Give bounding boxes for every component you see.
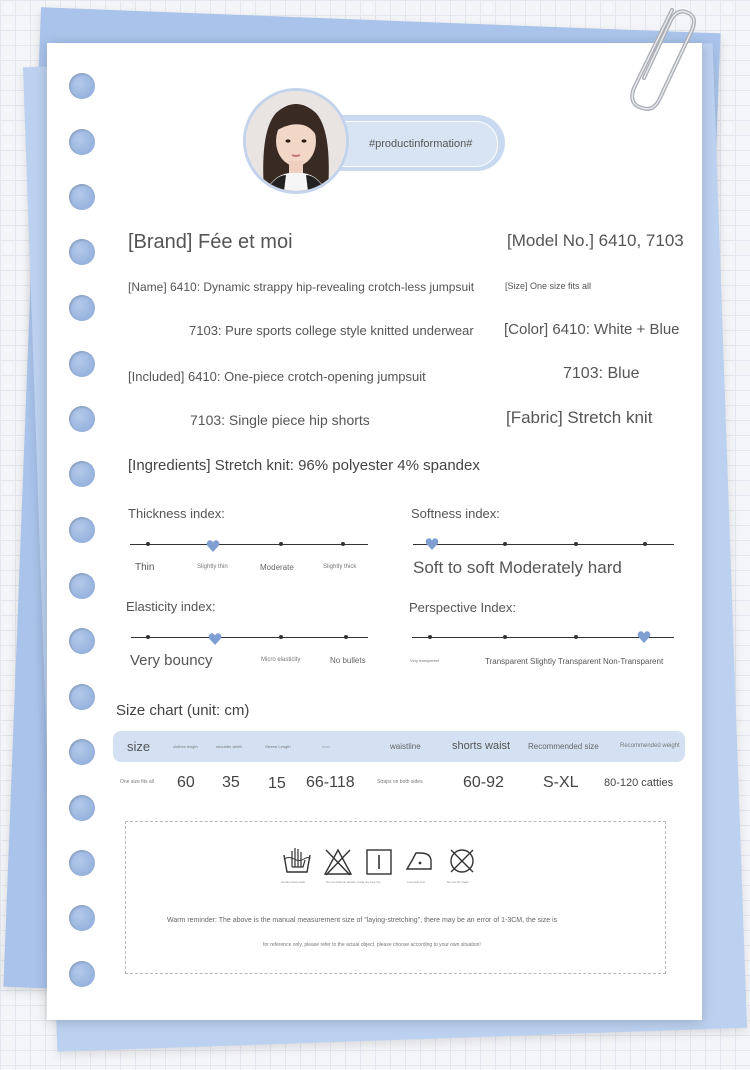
thickness-dot [341,542,345,546]
binder-hole [69,461,95,487]
perspective-scale-line [412,637,674,638]
product-included: [Included] 6410: One-piece crotch-opening jumpsuit [128,369,426,384]
care-label-no-bleach: Do not chlorine bleach, hang dry [326,880,370,884]
thickness-dot [146,542,150,546]
size-header-shoulder-width: shoulder width [216,744,242,749]
care-label-no-dry-clean: Do not dry clean [447,880,469,884]
brand-label: [Brand] Fée et moi [128,231,293,253]
size-header-size: size [127,739,151,754]
product-name-7103: 7103: Pure sports college style knitted underwear [189,323,474,338]
binder-hole [69,739,95,765]
size-row-clothes-length: 60 [177,774,195,791]
binder-hole [69,795,95,821]
size-row-recommended-size: S-XL [543,774,579,791]
softness-heart-marker [425,537,439,551]
product-included-7103: 7103: Single piece hip shorts [190,412,370,428]
care-label-hang-dry: Line dry [370,880,381,884]
elasticity-dot [279,635,283,639]
size-row-waistline: Straps on both sides [377,779,423,785]
model-avatar [243,88,349,194]
thickness-title: Thickness index: [128,506,225,521]
perspective-dot [428,635,432,639]
thickness-label-slightly-thick: Slightly thick [323,564,357,570]
softness-dot [574,542,578,546]
warm-reminder-line-1: Warm reminder: The above is the manual measurement size of "laying-stretching", there may be an error of 1-3CM, the size is [167,917,558,924]
size-header-recommended-weight: Recommended weight [620,743,680,749]
thickness-label-thin: Thin [135,562,155,573]
size-header-shorts-waist: shorts waist [452,740,511,752]
thickness-label-slightly-thin: Slightly thin [197,564,228,570]
softness-dot [643,542,647,546]
binder-hole [69,905,95,931]
size-row-size: One size fits all [120,779,154,785]
perspective-dot [503,635,507,639]
care-label-iron-low: Low heat iron [407,880,426,884]
paperclip-icon [620,0,710,115]
binder-hole [69,628,95,654]
size-header-waistline: waistline [390,742,421,751]
softness-dot [503,542,507,546]
product-fabric: [Fabric] Stretch knit [506,408,653,427]
iron-low-icon [404,845,434,875]
product-name: [Name] 6410: Dynamic strappy hip-revealing crotch-less jumpsuit [128,280,475,294]
perspective-title: Perspective Index: [409,600,516,615]
binder-hole [69,573,95,599]
size-row-recommended-weight: 80-120 catties [604,777,674,789]
hang-dry-icon [364,847,394,877]
binder-hole [69,517,95,543]
no-dry-clean-icon [447,846,477,876]
binder-hole [69,351,95,377]
size-row-sleeve-length: 15 [268,775,286,792]
perspective-dot [574,635,578,639]
care-label-hand-wash: Gentle hand wash [281,880,306,884]
size-row-shorts-waist: 60-92 [463,774,504,791]
model-number: [Model No.] 6410, 7103 [507,231,684,250]
binder-hole [69,73,95,99]
thickness-label-moderate: Moderate [260,563,294,572]
elasticity-dot [146,635,150,639]
binder-hole [69,850,95,876]
size-header-bust: bust [322,744,330,749]
elasticity-label-very-bouncy: Very bouncy [130,652,213,669]
perspective-heart-marker [637,630,651,644]
product-size: [Size] One size fits all [505,281,592,291]
product-info-tag: #productinformation# [369,138,473,150]
elasticity-dot [344,635,348,639]
size-header-clothes-length: clothes length [173,744,198,749]
size-chart-title: Size chart (unit: cm) [116,702,250,719]
binder-hole [69,684,95,710]
thickness-scale-line [130,544,368,545]
thickness-dot [279,542,283,546]
softness-title: Softness index: [411,506,500,521]
hand-wash-icon [282,845,312,875]
size-row-shoulder-width: 35 [222,774,240,791]
binder-hole [69,239,95,265]
softness-caption: Soft to soft Moderately hard [413,558,622,577]
elasticity-heart-marker [208,632,222,646]
elasticity-label-no-bullets: No bullets [330,656,366,665]
binder-hole [69,961,95,987]
perspective-label-scale: Transparent Slightly Transparent Non-Transparent [485,657,664,666]
binder-hole [69,295,95,321]
elasticity-title: Elasticity index: [126,599,216,614]
binder-hole [69,406,95,432]
thickness-heart-marker [206,539,220,553]
size-header-recommended-size: Recommended size [528,742,599,751]
product-color: [Color] 6410: White + Blue [504,321,680,338]
binder-hole [69,184,95,210]
binder-hole [69,129,95,155]
warm-reminder-line-2: for reference only, please refer to the actual object, please choose according to your own situation! [263,942,481,948]
elasticity-label-micro: Micro elasticity [261,657,301,663]
product-color-7103: 7103: Blue [563,365,640,382]
no-bleach-icon [323,847,353,877]
size-row-bust: 66-118 [306,774,355,791]
care-instructions-box [125,821,666,974]
softness-scale-line [413,544,674,545]
product-ingredients: [Ingredients] Stretch knit: 96% polyester 4% spandex [128,457,480,474]
elasticity-scale-line [131,637,368,638]
perspective-label-very-transparent: Very transparent [410,658,440,663]
size-header-sleeve-length: Sleeve Length [265,744,291,749]
